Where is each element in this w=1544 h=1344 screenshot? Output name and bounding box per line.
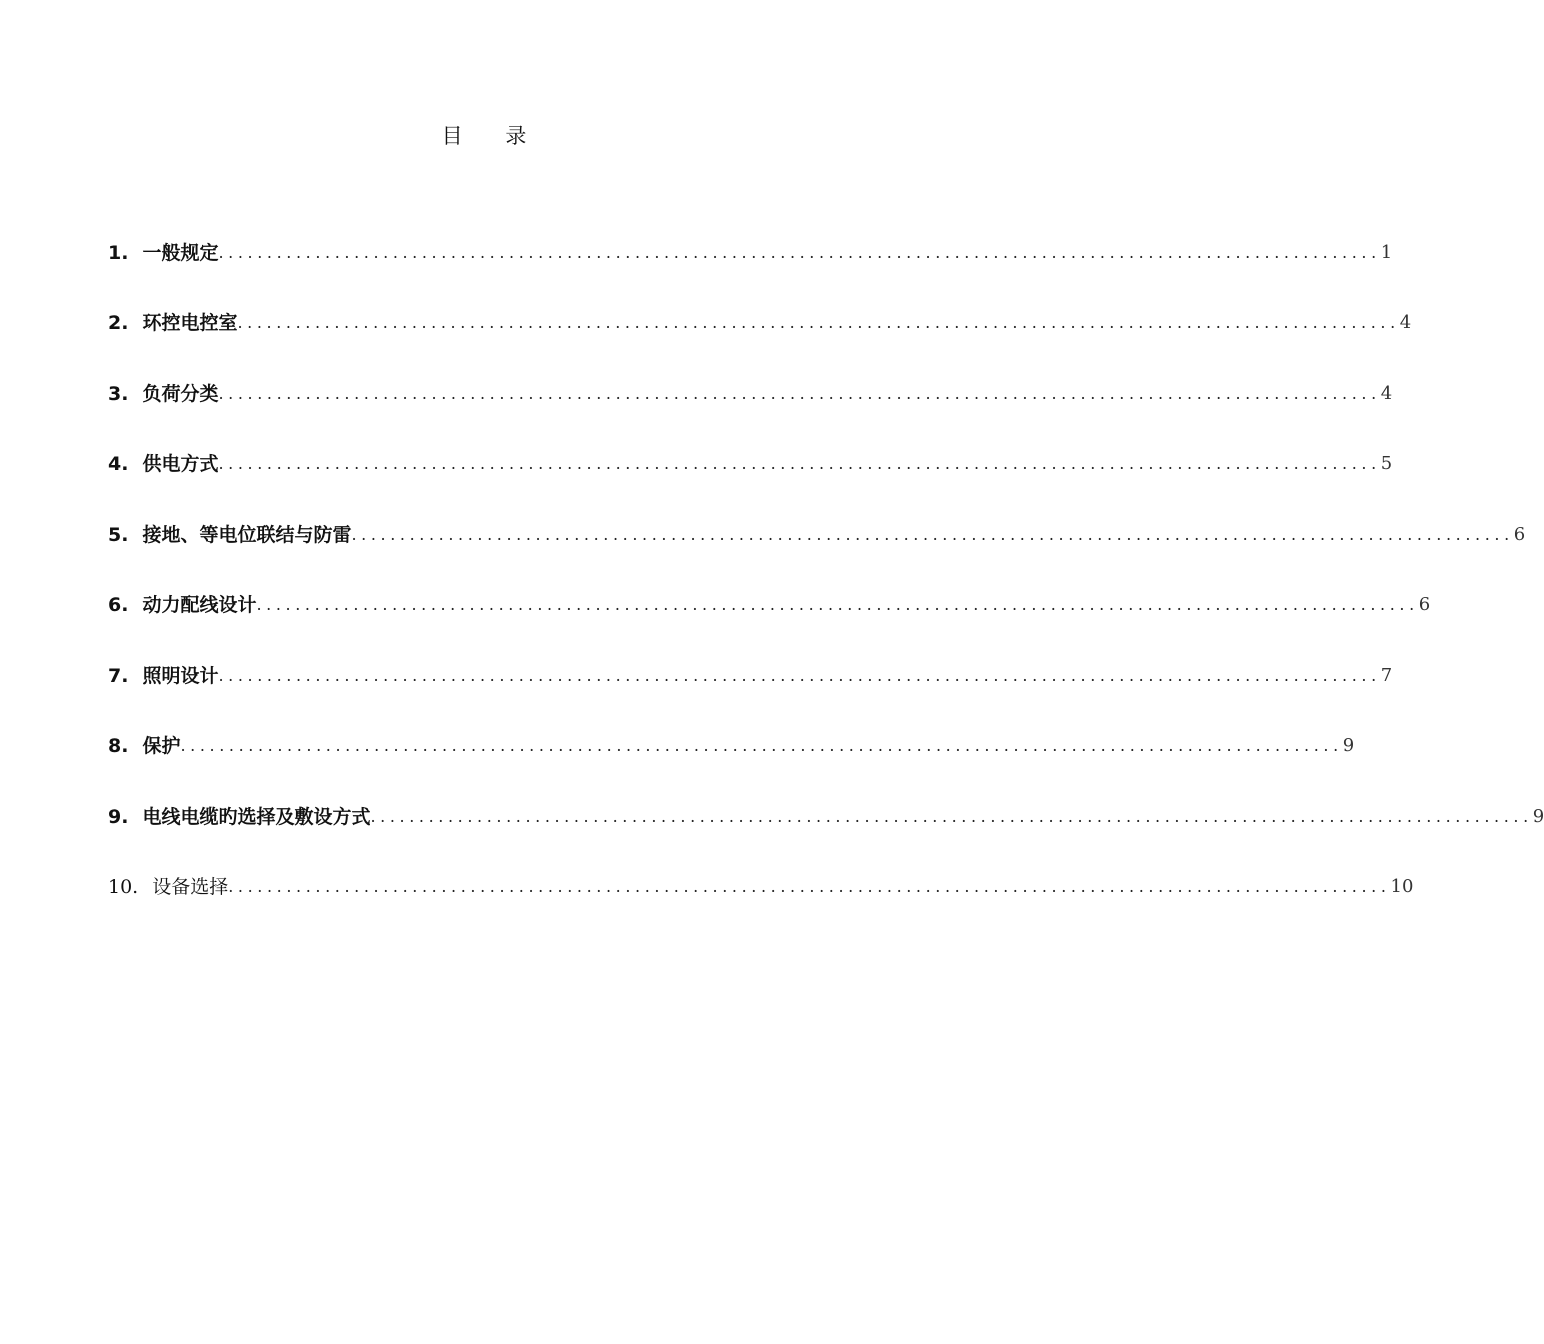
- toc-entry-number: 10.: [108, 876, 139, 898]
- toc-entry[interactable]: [108, 710, 1355, 781]
- table-of-contents: [108, 216, 1544, 921]
- toc-entry-text: 电线电缆旳选择及敷设方式: [142, 805, 371, 828]
- dot-leader: ........................................................................................................................: [370, 806, 1533, 826]
- toc-entry[interactable]: [108, 357, 1393, 428]
- toc-entry-number: 1.: [108, 241, 129, 264]
- dot-leader: ........................................................................................................................: [228, 877, 1391, 896]
- toc-entry[interactable]: [108, 639, 1393, 710]
- toc-entry-label: [108, 873, 228, 921]
- dot-leader: ........................................................................................................................: [351, 524, 1514, 544]
- dot-leader: ........................................................................................................................: [256, 595, 1419, 614]
- toc-entry-page: 10: [1390, 876, 1414, 897]
- toc-entry-label: [108, 662, 218, 710]
- toc-entry-label: [108, 380, 218, 428]
- dot-leader: ........................................................................................................................: [218, 383, 1381, 403]
- toc-entry[interactable]: [108, 287, 1412, 358]
- toc-entry-page: 6: [1513, 523, 1526, 545]
- toc-entry-text: 供电方式: [142, 453, 219, 475]
- toc-entry-number: 9.: [108, 805, 129, 828]
- toc-entry[interactable]: [108, 569, 1431, 640]
- toc-entry-number: 6.: [108, 594, 129, 616]
- toc-entry-label: [108, 450, 218, 498]
- toc-entry-text: 环控电控室: [142, 312, 238, 334]
- toc-entry[interactable]: [108, 498, 1526, 569]
- toc-entry-page: 4: [1380, 382, 1393, 404]
- toc-entry-text: 设备选择: [152, 876, 229, 898]
- toc-entry-page: 6: [1418, 594, 1431, 615]
- toc-entry-page: 9: [1532, 805, 1544, 827]
- toc-entry-number: 2.: [108, 312, 129, 334]
- toc-entry-page: 7: [1380, 664, 1393, 686]
- toc-entry-page: 9: [1342, 735, 1355, 756]
- dot-leader: ........................................................................................................................: [237, 313, 1400, 332]
- toc-entry-number: 3.: [108, 382, 129, 405]
- dot-leader: ........................................................................................................................: [218, 665, 1381, 685]
- toc-entry-label: [108, 732, 180, 780]
- toc-entry-label: [108, 309, 237, 357]
- toc-entry-label: [108, 591, 256, 639]
- toc-entry-label: [108, 239, 218, 287]
- toc-entry[interactable]: [108, 780, 1544, 851]
- toc-entry-number: 7.: [108, 664, 129, 687]
- toc-entry-text: 一般规定: [142, 241, 219, 264]
- toc-entry[interactable]: [108, 851, 1414, 922]
- dot-leader: ........................................................................................................................: [218, 242, 1381, 262]
- toc-entry-text: 照明设计: [142, 664, 219, 687]
- toc-entry-text: 动力配线设计: [142, 594, 257, 616]
- toc-entry-page: 1: [1380, 241, 1393, 263]
- toc-entry-text: 保护: [142, 735, 181, 757]
- toc-entry-text: 负荷分类: [142, 382, 219, 405]
- toc-entry-page: 5: [1380, 453, 1393, 474]
- toc-entry-number: 5.: [108, 523, 129, 546]
- toc-entry-page: 4: [1399, 312, 1412, 333]
- toc-entry-text: 接地、等电位联结与防雷: [142, 523, 352, 546]
- toc-entry[interactable]: [108, 428, 1393, 499]
- dot-leader: ........................................................................................................................: [218, 454, 1381, 473]
- dot-leader: ........................................................................................................................: [180, 736, 1343, 755]
- toc-entry-number: 4.: [108, 453, 129, 475]
- toc-entry[interactable]: [108, 216, 1393, 287]
- toc-entry-label: [108, 803, 370, 851]
- toc-entry-label: [108, 521, 351, 569]
- toc-entry-number: 8.: [108, 735, 129, 757]
- toc-title: 目 录: [441, 124, 545, 148]
